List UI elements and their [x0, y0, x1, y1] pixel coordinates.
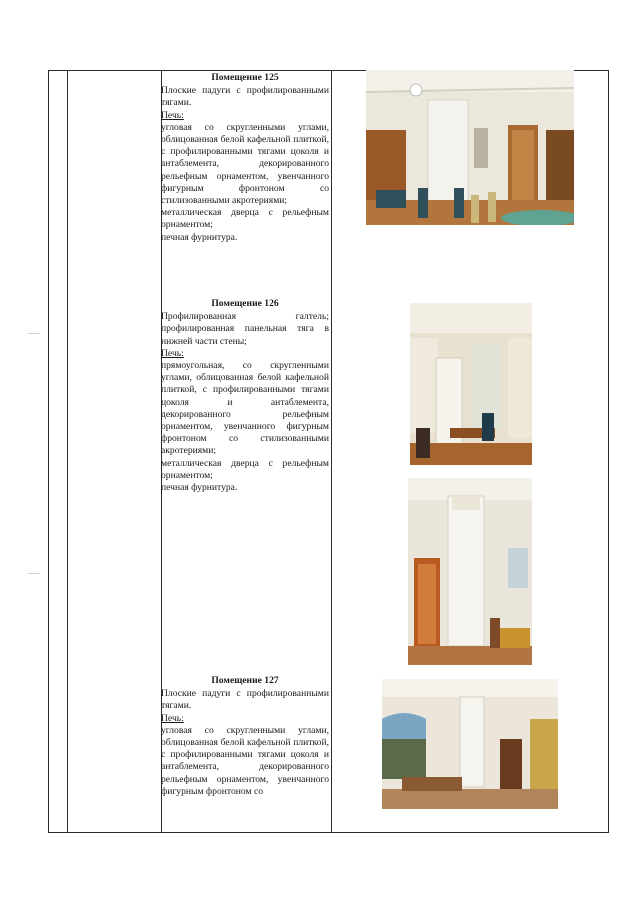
column-divider	[331, 71, 332, 832]
section-room-125	[161, 72, 329, 244]
photo-room-125	[366, 70, 574, 225]
section-title: Помещение 125	[211, 72, 279, 83]
scan-mark	[28, 573, 40, 574]
section-room-127	[161, 675, 329, 798]
stove-label: Печь:	[161, 109, 184, 121]
scan-mark	[28, 333, 40, 334]
stove-description: угловая со скругленными углами, облицованная белой кафельной плиткой, с профилированными тягами цоколя и антаблемента, декорированного рельефным орнаментом, увенчанного фигурным фронтоном со	[161, 724, 329, 797]
stove-label: Печь:	[161, 347, 184, 359]
stove-door: металлическая дверца с рельефным орнаментом;	[161, 457, 329, 481]
stove-hardware: печная фурнитура.	[161, 482, 238, 494]
section-room-126	[161, 298, 329, 494]
stove-hardware: печная фурнитура.	[161, 231, 238, 243]
photo-room-126-view-2	[408, 478, 532, 665]
photo-room-127	[382, 679, 558, 809]
stove-door: металлическая дверца с рельефным орнаментом;	[161, 207, 329, 231]
photo-room-126-view-1	[410, 303, 532, 465]
stove-description: угловая со скругленными углами, облицованная белой кафельной плиткой, с профилированными тягами цоколя и антаблемента, декорированного рельефным орнаментом, увенчанного фигурным фронтоном со стилизованными акротериями;	[161, 121, 329, 207]
section-title: Помещение 126	[211, 298, 279, 309]
column-divider	[67, 71, 68, 832]
section-title: Помещение 127	[211, 675, 279, 686]
ceiling-description: Профилированная галтель; профилированная панельная тяга в нижней части стены;	[161, 311, 329, 347]
stove-label: Печь:	[161, 712, 184, 724]
stove-description: прямоугольная, со скругленными углами, облицованная белой кафельной плиткой, с профилированными тягами цоколя и антаблемента, декорированного рельефным орнаментом, увенчанного фигурным фронтоном со стилизованными акротериями;	[161, 360, 329, 457]
ceiling-description: Плоские падуги с профилированными тягами.	[161, 688, 329, 712]
ceiling-description: Плоские падуги с профилированными тягами.	[161, 85, 329, 109]
